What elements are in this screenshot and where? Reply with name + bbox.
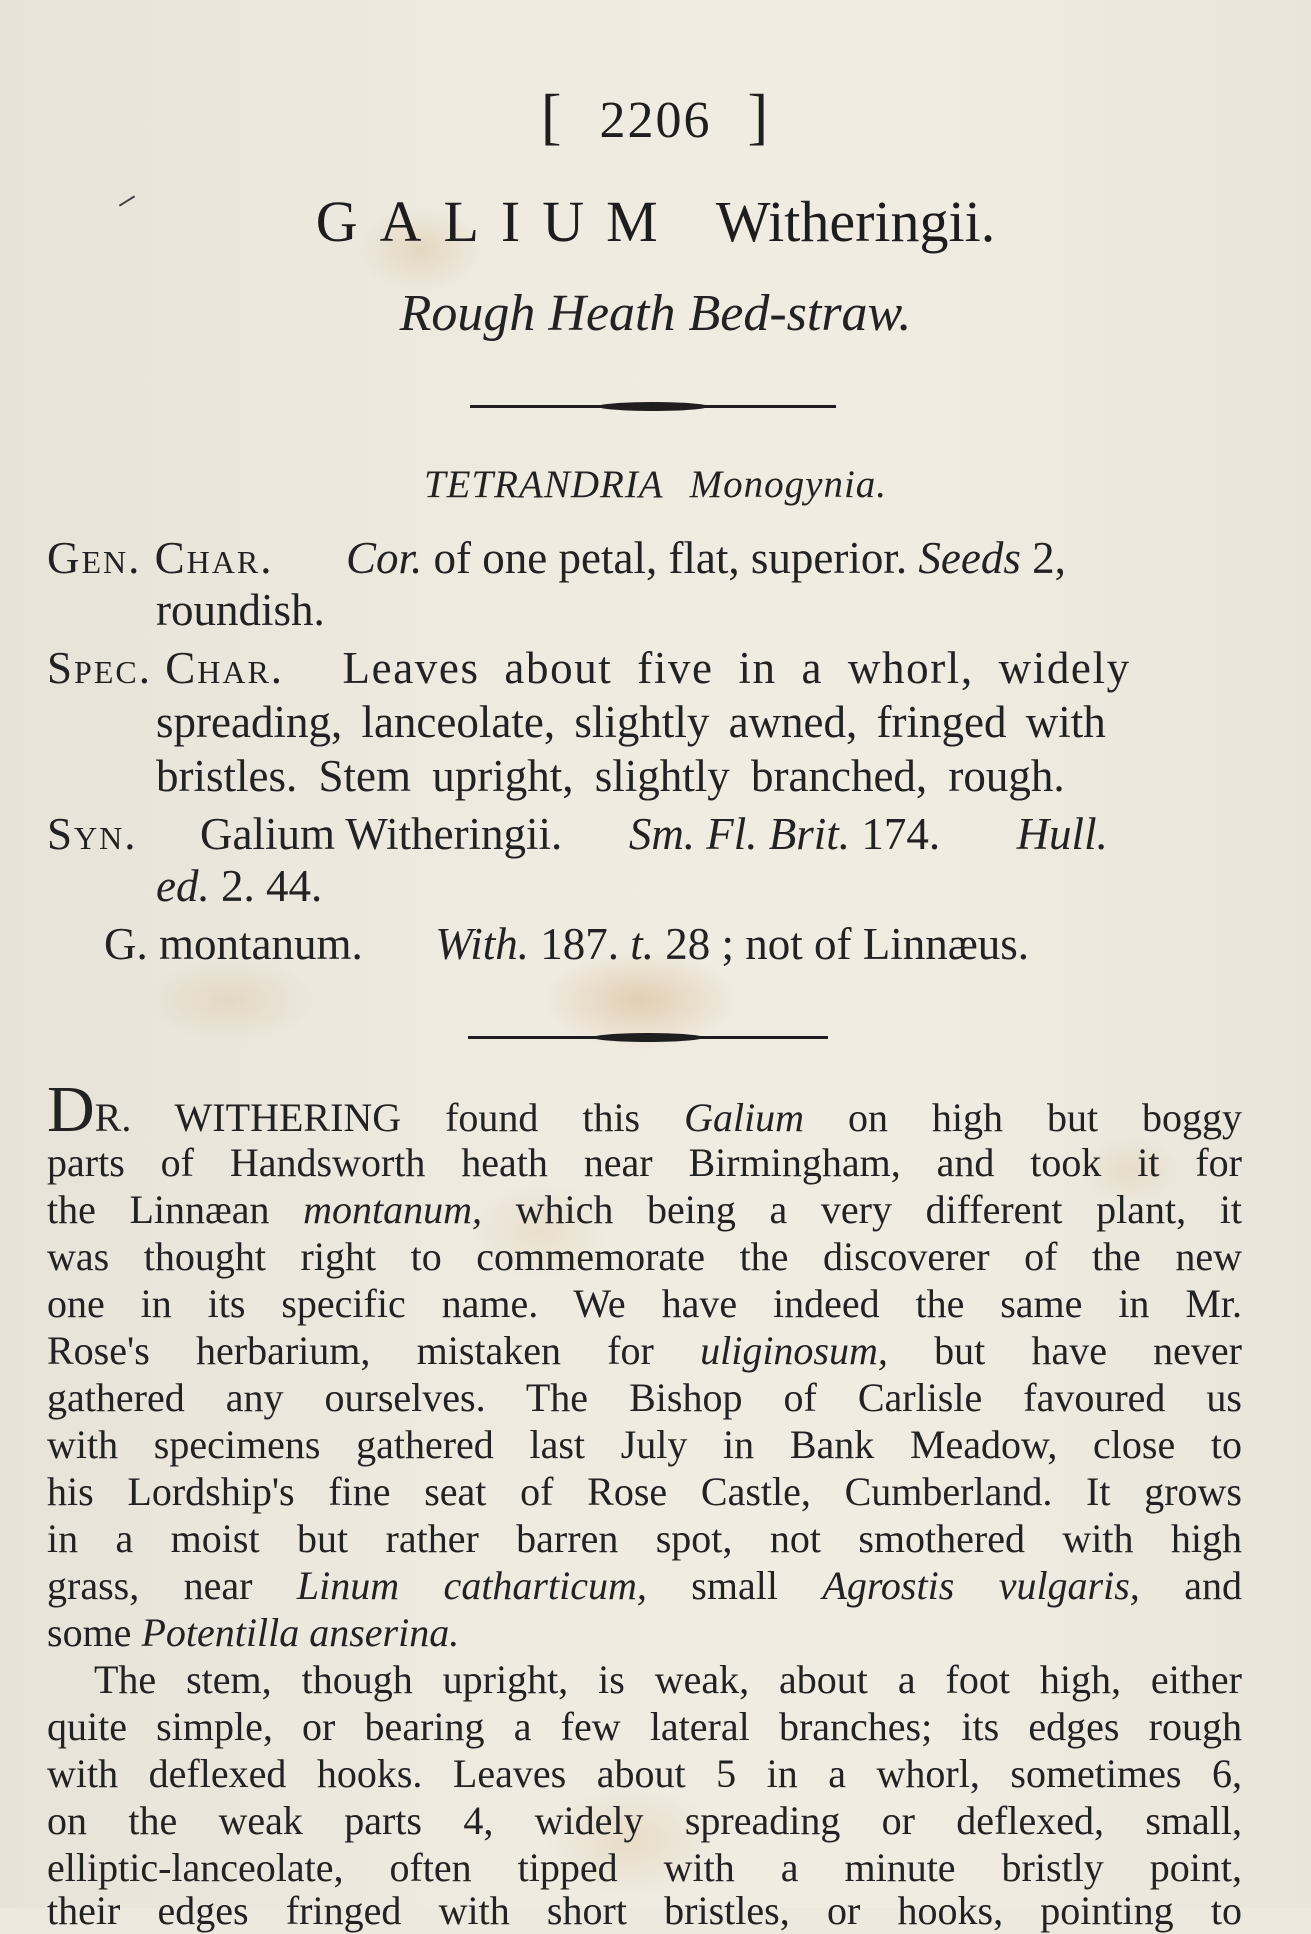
order-name: Monogynia.	[689, 463, 888, 506]
paragraph-1-line-1: DR. WITHERING found this Galium on high but boggy	[47, 1073, 1242, 1146]
paragraph-1-line-12: some Potentilla anserina.	[47, 1610, 460, 1655]
paragraph-1-line-9: his Lordship's fine seat of Rose Castle, Cumberland. It grows	[47, 1469, 1242, 1514]
paragraph-1-line-5: one in its specific name. We have indeed the same in Mr.	[47, 1281, 1242, 1326]
page-number	[0, 82, 1311, 153]
paragraph-1-line-2: parts of Handsworth heath near Birmingham, and took it for	[47, 1140, 1242, 1185]
synonym-line-3: G. montanum. With. 187. t. 28 ; not of Linnæus.	[104, 919, 1030, 969]
ornamental-rule-top	[470, 405, 836, 408]
generic-character-line-2: roundish.	[156, 585, 325, 635]
ornamental-rule-bottom	[468, 1036, 828, 1039]
drop-cap: D	[47, 1073, 95, 1146]
bracket-open: [	[540, 83, 564, 151]
paragraph-2-line-2: quite simple, or bearing a few lateral branches; its edges rough	[47, 1704, 1242, 1749]
bracket-close: ]	[747, 83, 771, 151]
specific-character-line-3: bristles. Stem upright, slightly branched, rough.	[156, 751, 1065, 801]
linnaean-classification	[0, 462, 1311, 507]
specific-character-line: Spec. Char. Leaves about five in a whorl, widely	[47, 643, 1131, 693]
paragraph-1-line-4: was thought right to commemorate the discoverer of the new	[47, 1234, 1242, 1279]
syn-label: Syn.	[47, 809, 138, 859]
synonym-line: Syn. Galium Witheringii. Sm. Fl. Brit. 174. Hull.	[47, 809, 1108, 859]
class-name: TETRANDRIA	[423, 463, 664, 506]
paragraph-2-line-4: on the weak parts 4, widely spreading or deflexed, small,	[47, 1798, 1242, 1843]
paragraph-1-line-11: grass, near Linum catharticum, small Agrostis vulgaris, and	[47, 1563, 1242, 1608]
paragraph-1-line-6: Rose's herbarium, mistaken for uliginosum, but have never	[47, 1328, 1243, 1373]
gen-char-label: Gen. Char.	[47, 533, 274, 583]
paragraph-1-line-8: with specimens gathered last July in Bank Meadow, close to	[47, 1422, 1242, 1467]
species-title	[0, 188, 1311, 255]
common-name: Rough Heath Bed-straw.	[399, 285, 912, 342]
paragraph-1-line-7: gathered any ourselves. The Bishop of Carlisle favoured us	[47, 1375, 1242, 1420]
paragraph-1-line-10: in a moist but rather barren spot, not smothered with high	[47, 1516, 1242, 1561]
generic-character-line: Gen. Char. Cor. of one petal, flat, superior. Seeds 2,	[47, 533, 1066, 583]
paragraph-1-line-3: the Linnæan montanum, which being a very different plant, it	[47, 1187, 1242, 1232]
genus-name: GALIUM	[315, 189, 680, 254]
synonym-line-2: ed. 2. 44.	[156, 861, 323, 911]
page-number-value: 2206	[599, 92, 712, 149]
spec-char-label: Spec. Char.	[47, 643, 285, 693]
paragraph-2-line-5: elliptic-lanceolate, often tipped with a minute bristly point,	[47, 1845, 1242, 1890]
paragraph-2-line-1: The stem, though upright, is weak, about a foot high, either	[94, 1657, 1242, 1702]
paragraph-2-line-6-partial: their edges fringed with short bristles, or hooks, pointing to	[47, 1888, 1242, 1933]
paragraph-2-line-3: with deflexed hooks. Leaves about 5 in a whorl, sometimes 6,	[47, 1751, 1242, 1796]
species-name: Witheringii.	[715, 189, 996, 254]
specific-character-line-2: spreading, lanceolate, slightly awned, fringed with	[156, 697, 1106, 747]
